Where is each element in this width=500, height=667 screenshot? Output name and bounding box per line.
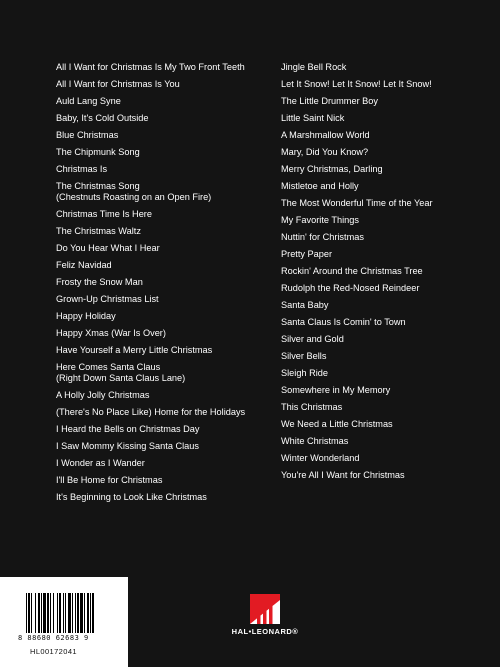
song-title — [281, 215, 496, 226]
song-title — [56, 492, 271, 503]
song-title — [56, 362, 271, 384]
song-list-left — [56, 62, 271, 509]
song-title — [281, 130, 496, 141]
song-title-line: Have Yourself a Merry Little Christmas — [56, 345, 213, 355]
song-title — [56, 96, 271, 107]
song-title-line: Christmas Is — [56, 164, 108, 174]
sku-number: HL00172041 — [30, 647, 77, 656]
song-title — [56, 79, 271, 90]
song-title — [281, 249, 496, 260]
upc-number: 8 88680 62683 9 — [18, 634, 89, 642]
barcode-label — [0, 577, 128, 667]
song-title-line: Little Saint Nick — [281, 113, 345, 123]
song-title-line: Auld Lang Syne — [56, 96, 121, 106]
song-title-line: Happy Xmas (War Is Over) — [56, 328, 166, 338]
song-title — [281, 147, 496, 158]
song-title — [281, 96, 496, 107]
song-title-line: The Little Drummer Boy — [281, 96, 379, 106]
song-title — [281, 198, 496, 209]
song-title-line: Somewhere in My Memory — [281, 385, 391, 395]
song-title-line: Feliz Navidad — [56, 260, 112, 270]
song-title-line: (There's No Place Like) Home for the Holidays — [56, 407, 246, 417]
song-title — [56, 475, 271, 486]
song-title — [56, 209, 271, 220]
song-title-line: Nuttin' for Christmas — [281, 232, 364, 242]
song-title — [56, 277, 271, 288]
song-title — [56, 226, 271, 237]
song-title-line: Santa Baby — [281, 300, 329, 310]
song-title — [281, 368, 496, 379]
song-title — [56, 458, 271, 469]
song-title-line: Pretty Paper — [281, 249, 333, 259]
song-title — [56, 130, 271, 141]
song-title-line: Rockin' Around the Christmas Tree — [281, 266, 423, 276]
song-title — [281, 300, 496, 311]
song-title — [281, 266, 496, 277]
song-title-line: A Holly Jolly Christmas — [56, 390, 150, 400]
song-title-line: I'll Be Home for Christmas — [56, 475, 163, 485]
song-title — [56, 390, 271, 401]
song-title — [281, 113, 496, 124]
song-title-line: White Christmas — [281, 436, 349, 446]
song-title — [56, 113, 271, 124]
song-title-line: Christmas Time Is Here — [56, 209, 152, 219]
song-title — [281, 79, 496, 90]
song-title-line: Silver and Gold — [281, 334, 344, 344]
song-title — [56, 441, 271, 452]
song-title — [56, 345, 271, 356]
song-title-line: The Christmas Song — [56, 181, 140, 191]
song-title-line: My Favorite Things — [281, 215, 359, 225]
song-title — [281, 402, 496, 413]
song-title — [281, 470, 496, 481]
song-title-line: Rudolph the Red-Nosed Reindeer — [281, 283, 420, 293]
song-title-line: Santa Claus Is Comin' to Town — [281, 317, 406, 327]
song-title-line: Blue Christmas — [56, 130, 119, 140]
song-title — [56, 181, 271, 203]
song-title-line: It's Beginning to Look Like Christmas — [56, 492, 207, 502]
song-title — [56, 62, 271, 73]
song-title-line: The Christmas Waltz — [56, 226, 141, 236]
song-title — [281, 385, 496, 396]
song-title-line: (Chestnuts Roasting on an Open Fire) — [56, 192, 212, 202]
song-title — [56, 260, 271, 271]
song-title — [281, 164, 496, 175]
song-title-line: I Heard the Bells on Christmas Day — [56, 424, 200, 434]
song-title-line: Frosty the Snow Man — [56, 277, 143, 287]
song-title — [281, 283, 496, 294]
song-title-line: Mistletoe and Holly — [281, 181, 359, 191]
song-title-line: Merry Christmas, Darling — [281, 164, 383, 174]
song-title-line: Winter Wonderland — [281, 453, 360, 463]
barcode-icon — [26, 593, 116, 633]
song-title-line: Mary, Did You Know? — [281, 147, 369, 157]
song-title-line: All I Want for Christmas Is My Two Front Teeth — [56, 62, 245, 72]
song-title-line: Do You Hear What I Hear — [56, 243, 160, 253]
song-title-line: We Need a Little Christmas — [281, 419, 393, 429]
song-title-line: Sleigh Ride — [281, 368, 328, 378]
song-title-line: You're All I Want for Christmas — [281, 470, 405, 480]
publisher-logo — [230, 594, 300, 644]
song-title — [281, 351, 496, 362]
song-title — [281, 436, 496, 447]
song-title — [56, 424, 271, 435]
song-title-line: The Most Wonderful Time of the Year — [281, 198, 433, 208]
song-title — [56, 311, 271, 322]
song-title — [56, 407, 271, 418]
song-title-line: (Right Down Santa Claus Lane) — [56, 373, 186, 383]
song-title — [281, 453, 496, 464]
song-title-line: Silver Bells — [281, 351, 327, 361]
song-title — [281, 317, 496, 328]
song-title-line: A Marshmallow World — [281, 130, 370, 140]
song-title-line: All I Want for Christmas Is You — [56, 79, 180, 89]
song-title-line: Here Comes Santa Claus — [56, 362, 161, 372]
song-title — [56, 328, 271, 339]
publisher-name: HAL•LEONARD® — [231, 627, 299, 636]
song-title-line: I Saw Mommy Kissing Santa Claus — [56, 441, 199, 451]
song-title — [281, 62, 496, 73]
hal-leonard-logo-icon — [250, 594, 280, 624]
song-title — [56, 147, 271, 158]
song-title — [56, 294, 271, 305]
song-list-right — [281, 62, 496, 487]
song-title-line: I Wonder as I Wander — [56, 458, 145, 468]
song-title — [281, 232, 496, 243]
song-title-line: Jingle Bell Rock — [281, 62, 347, 72]
song-title — [281, 419, 496, 430]
song-title — [56, 164, 271, 175]
song-title-line: Let It Snow! Let It Snow! Let It Snow! — [281, 79, 432, 89]
song-title-line: Happy Holiday — [56, 311, 116, 321]
song-title-line: This Christmas — [281, 402, 343, 412]
song-title — [281, 334, 496, 345]
song-title — [56, 243, 271, 254]
song-title-line: The Chipmunk Song — [56, 147, 140, 157]
song-title-line: Baby, It's Cold Outside — [56, 113, 149, 123]
song-title-line: Grown-Up Christmas List — [56, 294, 159, 304]
song-title — [281, 181, 496, 192]
